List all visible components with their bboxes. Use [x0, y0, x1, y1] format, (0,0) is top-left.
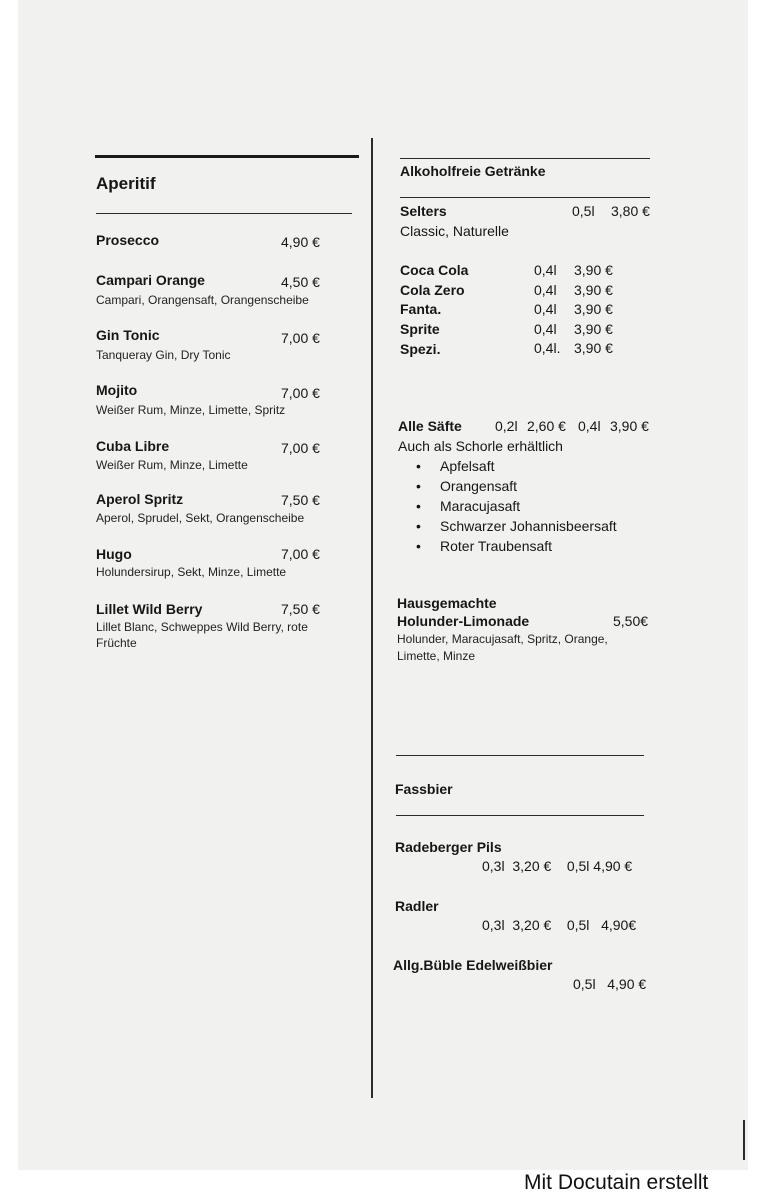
item-name: Radeberger Pils	[395, 839, 502, 855]
item-price: 7,00 €	[281, 385, 320, 401]
item-price: 7,50 €	[281, 601, 320, 617]
item-prices: 0,5l 4,90 €	[573, 976, 647, 992]
item-name-cont: Holunder-Limonade	[397, 613, 530, 629]
item-description: Campari, Orangensaft, Orangenscheibe	[96, 293, 309, 307]
softdrinks-bottom-rule	[400, 197, 650, 198]
item-price: 3,90 €	[574, 321, 613, 337]
item-name: Aperol Spritz	[96, 491, 184, 507]
list-item: • Orangensaft	[396, 476, 617, 496]
item-name: Campari Orange	[96, 272, 205, 288]
item-name: Prosecco	[96, 232, 160, 248]
item-description: Holundersirup, Sekt, Minze, Limette	[96, 565, 287, 579]
item-name: Sprite	[400, 321, 440, 337]
item-description: Weißer Rum, Minze, Limette, Spritz	[96, 403, 286, 417]
item-size: 0,5l	[572, 203, 595, 219]
item-description: Holunder, Maracujasaft, Spritz, Orange,	[397, 632, 608, 646]
aperitif-top-rule	[95, 155, 359, 158]
item-name: Selters	[400, 203, 447, 219]
item-price: 4,90 €	[281, 234, 320, 250]
item-price: 3,80 €	[611, 203, 650, 219]
item-name: Coca Cola	[400, 262, 469, 278]
item-name: Lillet Wild Berry	[96, 601, 203, 617]
footer-watermark: Mit Docutain erstellt	[524, 1171, 709, 1194]
item-description: Aperol, Sprudel, Sekt, Orangenscheibe	[96, 511, 305, 525]
page-edge-line	[743, 1120, 745, 1160]
list-item: • Maracujasaft	[396, 496, 617, 516]
item-price: 7,00 €	[281, 330, 320, 346]
item-price: 3,90 €	[574, 340, 613, 356]
item-price: 3,90 €	[574, 282, 613, 298]
item-size: 0,4l	[534, 282, 557, 298]
fassbier-bottom-rule	[396, 815, 644, 816]
item-description: Lillet Blanc, Schweppes Wild Berry, rote	[96, 620, 308, 634]
item-name: Gin Tonic	[96, 327, 160, 343]
item-price: 7,50 €	[281, 492, 320, 508]
item-name: Allg.Büble Edelweißbier	[393, 957, 553, 973]
fassbier-top-rule	[396, 755, 644, 756]
item-size: 0,4l	[578, 418, 601, 434]
item-price: 7,00 €	[281, 440, 320, 456]
item-name: Hugo	[96, 546, 132, 562]
item-description: Tanqueray Gin, Dry Tonic	[96, 348, 231, 362]
item-description-cont: Limette, Minze	[397, 649, 476, 663]
item-name: Hausgemachte	[397, 595, 497, 611]
item-name: Cuba Libre	[96, 438, 170, 454]
item-price: 5,50€	[613, 613, 649, 629]
item-description: Weißer Rum, Minze, Limette	[96, 458, 248, 472]
column-divider	[371, 138, 373, 1098]
juice-list	[396, 456, 617, 556]
fassbier-title: Fassbier	[395, 781, 453, 797]
item-size: 0,4l.	[534, 340, 561, 356]
item-price: 3,90 €	[574, 262, 613, 278]
item-name: Mojito	[96, 382, 138, 398]
item-price: 4,50 €	[281, 274, 320, 290]
aperitif-title: Aperitif	[96, 174, 156, 193]
list-item: • Roter Traubensaft	[396, 536, 617, 556]
softdrinks-title: Alkoholfreie Getränke	[400, 163, 546, 179]
item-name: Radler	[395, 898, 439, 914]
item-price: 3,90 €	[610, 418, 649, 434]
item-description-cont: Früchte	[96, 636, 137, 650]
item-price: 2,60 €	[527, 418, 566, 434]
item-price: 3,90 €	[574, 301, 613, 317]
aperitif-bottom-rule	[96, 213, 352, 214]
list-item: • Apfelsaft	[396, 456, 617, 476]
list-item: • Schwarzer Johannisbeersaft	[396, 516, 617, 536]
item-size: 0,4l	[534, 301, 557, 317]
item-price: 7,00 €	[281, 546, 320, 562]
item-name: Spezi.	[400, 341, 441, 357]
item-name: Cola Zero	[400, 282, 465, 298]
item-size: 0,4l	[534, 321, 557, 337]
item-name: Alle Säfte	[398, 418, 462, 434]
item-size: 0,4l	[534, 262, 557, 278]
item-size: 0,2l	[495, 418, 518, 434]
item-description: Auch als Schorle erhältlich	[398, 438, 563, 454]
softdrinks-top-rule	[400, 158, 650, 159]
item-prices: 0,3l 3,20 € 0,5l 4,90 €	[482, 858, 633, 874]
item-name: Fanta.	[400, 301, 442, 317]
item-description: Classic, Naturelle	[400, 223, 509, 239]
item-prices: 0,3l 3,20 € 0,5l 4,90€	[482, 917, 637, 933]
